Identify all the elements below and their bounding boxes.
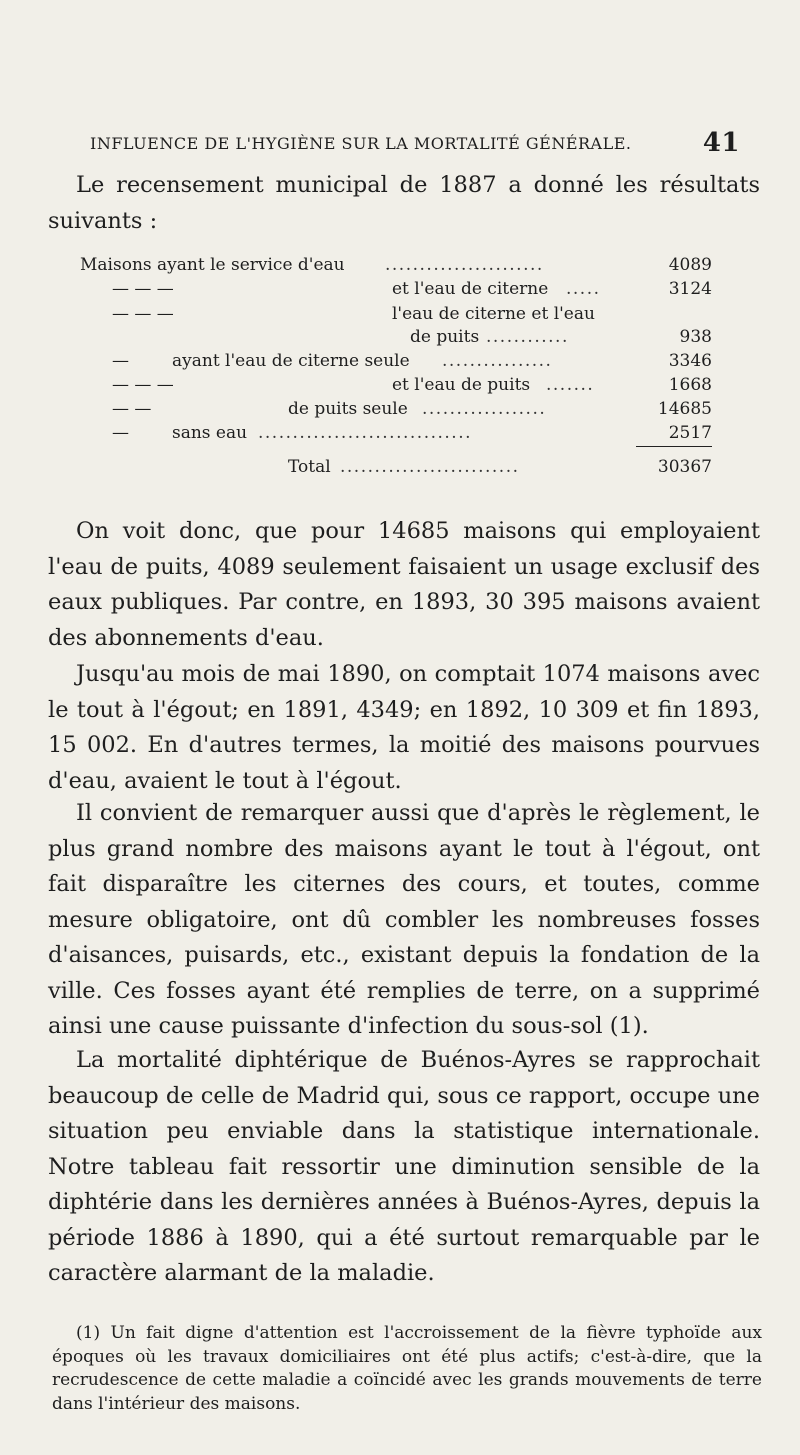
footnote [52,1322,762,1416]
ditto-marks: — — — [112,304,174,324]
row-label: de puits seule [288,399,408,419]
row-label: et l'eau de citerne [392,279,549,299]
dot-leader: ............................... [258,423,473,443]
row-label: et l'eau de puits [392,375,531,395]
dot-leader: .......................... [340,457,520,477]
table-row-total [80,457,712,479]
total-value: 30367 [657,457,712,477]
dot-leader: .................. [422,399,547,419]
ditto-marks: — — — [112,279,174,299]
table-row [80,423,712,445]
body-paragraph [48,514,760,656]
row-value: 938 [679,327,712,347]
table-row [80,375,712,397]
dot-leader: ................ [442,351,553,371]
ditto-marks: — — [112,399,152,419]
body-paragraph [48,796,760,1045]
row-label: sans eau [172,423,248,443]
row-value: 14685 [657,399,712,419]
intro-text: Le recensement municipal de 1887 a donné les résultats suivants : [48,172,760,234]
table-row [80,351,712,373]
intro-paragraph [48,168,760,239]
paragraph-text: On voit donc, que pour 14685 maisons qui employaient l'eau de puits, 4089 seulement faisaient un usage exclusif des eaux publiques. Par contre, en 1893, 30 395 maisons avaient des abonnements d'eau. [48,518,760,651]
header-title: INFLUENCE DE L'HYGIÈNE SUR LA MORTALITÉ GÉNÉRALE. [90,134,632,153]
table-row [80,399,712,421]
row-value: 1668 [668,375,712,395]
row-label: Maisons ayant le service d'eau [80,255,345,275]
body-paragraph [48,1043,760,1292]
body-paragraph [48,657,760,799]
ditto-marks: — [112,423,129,443]
paragraph-text: Jusqu'au mois de mai 1890, on comptait 1074 maisons avec le tout à l'égout; en 1891, 4349; en 1892, 10 309 et fin 1893, 15 002. En d'autres termes, la moitié des maisons pourvues d'eau, avaient le tout à l'égout. [48,661,760,794]
total-label: Total [288,457,331,477]
row-label: l'eau de citerne et l'eau [392,304,595,324]
ditto-marks: — — — [112,375,174,395]
row-value: 3124 [668,279,712,299]
row-label: ayant l'eau de citerne seule [172,351,410,371]
dot-leader: ............ [486,327,569,347]
dot-leader: ....................... [385,255,544,275]
row-label: de puits [410,327,480,347]
table-row [80,255,712,277]
sum-rule [636,446,712,447]
paragraph-text: Il convient de remarquer aussi que d'après le règlement, le plus grand nombre des maisons ayant le tout à l'égout, ont fait disparaître les citernes des cours, et toutes, comme mesure obligatoire, ont dû combler les nombreuses fosses d'aisances, puisards, etc., existant depuis la fondation de la ville. Ces fosses ayant été remplies de terre, on a supprimé ainsi une cause puissante d'infection du sous-sol (1). [48,800,760,1039]
table-row [80,327,712,349]
table-row [80,279,712,301]
page-number: 41 [702,128,740,158]
dot-leader: ....... [546,375,595,395]
paragraph-text: La mortalité diphtérique de Buénos-Ayres se rapprochait beaucoup de celle de Madrid qui, sous ce rapport, occupe une situation peu enviable dans la statistique internationale. Notre tableau fait ressortir une diminution sensible de la diphtérie dans les dernières années à Buénos-Ayres, depuis la période 1886 à 1890, qui a été surtout remarquable par le caractère alarmant de la maladie. [48,1047,760,1286]
row-value: 4089 [668,255,712,275]
ditto-marks: — [112,351,129,371]
footnote-text: (1) Un fait digne d'attention est l'accroissement de la fièvre typhoïde aux époques où les travaux domiciliaires ont été plus actifs; c'est-à-dire, que la recrudescence de cette maladie a coïncidé avec les grands mouvements de terre dans l'intérieur des maisons. [52,1323,762,1414]
dot-leader: ..... [566,279,601,299]
row-value: 3346 [668,351,712,371]
row-value: 2517 [668,423,712,443]
table-row [80,304,712,326]
